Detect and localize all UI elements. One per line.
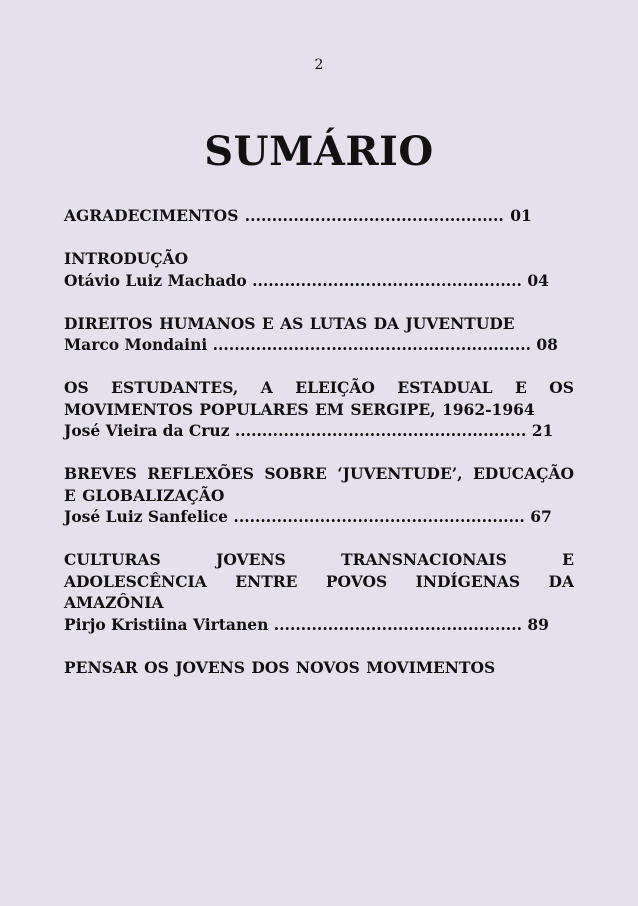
toc-entry [64, 549, 574, 635]
toc-entry [64, 205, 574, 227]
toc-entry-heading: INTRODUÇÃO [64, 249, 189, 268]
toc-entry [64, 463, 574, 528]
toc-entry-heading: BREVES REFLEXÕES SOBRE ‘JUVENTUDE’, EDUCAÇÃO E GLOBALIZAÇÃO [64, 464, 574, 505]
toc-entry-heading: AGRADECIMENTOS ................................................ 01 [64, 206, 532, 225]
toc-entry-author: Otávio Luiz Machado .................................................. 04 [64, 270, 549, 290]
toc-entry-heading: DIREITOS HUMANOS E AS LUTAS DA JUVENTUDE [64, 313, 515, 333]
page-title: SUMÁRIO [204, 128, 434, 175]
page-number: 2 [314, 57, 324, 73]
toc-entry [64, 313, 574, 356]
table-of-contents [64, 205, 574, 700]
toc-entry [64, 377, 574, 442]
toc-entry [64, 657, 574, 679]
toc-entry-heading: PENSAR OS JOVENS DOS NOVOS MOVIMENTOS [64, 657, 496, 677]
toc-entry-heading: CULTURAS JOVENS TRANSNACIONAIS E ADOLESCÊNCIA ENTRE POVOS INDÍGENAS DA AMAZÔNIA [64, 550, 574, 612]
toc-entry [64, 248, 574, 291]
toc-entry-author: José Luiz Sanfelice ...................................................... 67 [64, 507, 552, 526]
toc-entry-heading: OS ESTUDANTES, A ELEIÇÃO ESTADUAL E OS MOVIMENTOS POPULARES EM SERGIPE, 1962-1964 [64, 378, 574, 419]
toc-entry-author: Pirjo Kristiina Virtanen .............................................. 89 [64, 614, 549, 634]
toc-entry-author: Marco Mondaini ........................................................... 08 [64, 335, 558, 354]
toc-entry-author: José Vieira da Cruz ...................................................... 21 [64, 421, 554, 440]
